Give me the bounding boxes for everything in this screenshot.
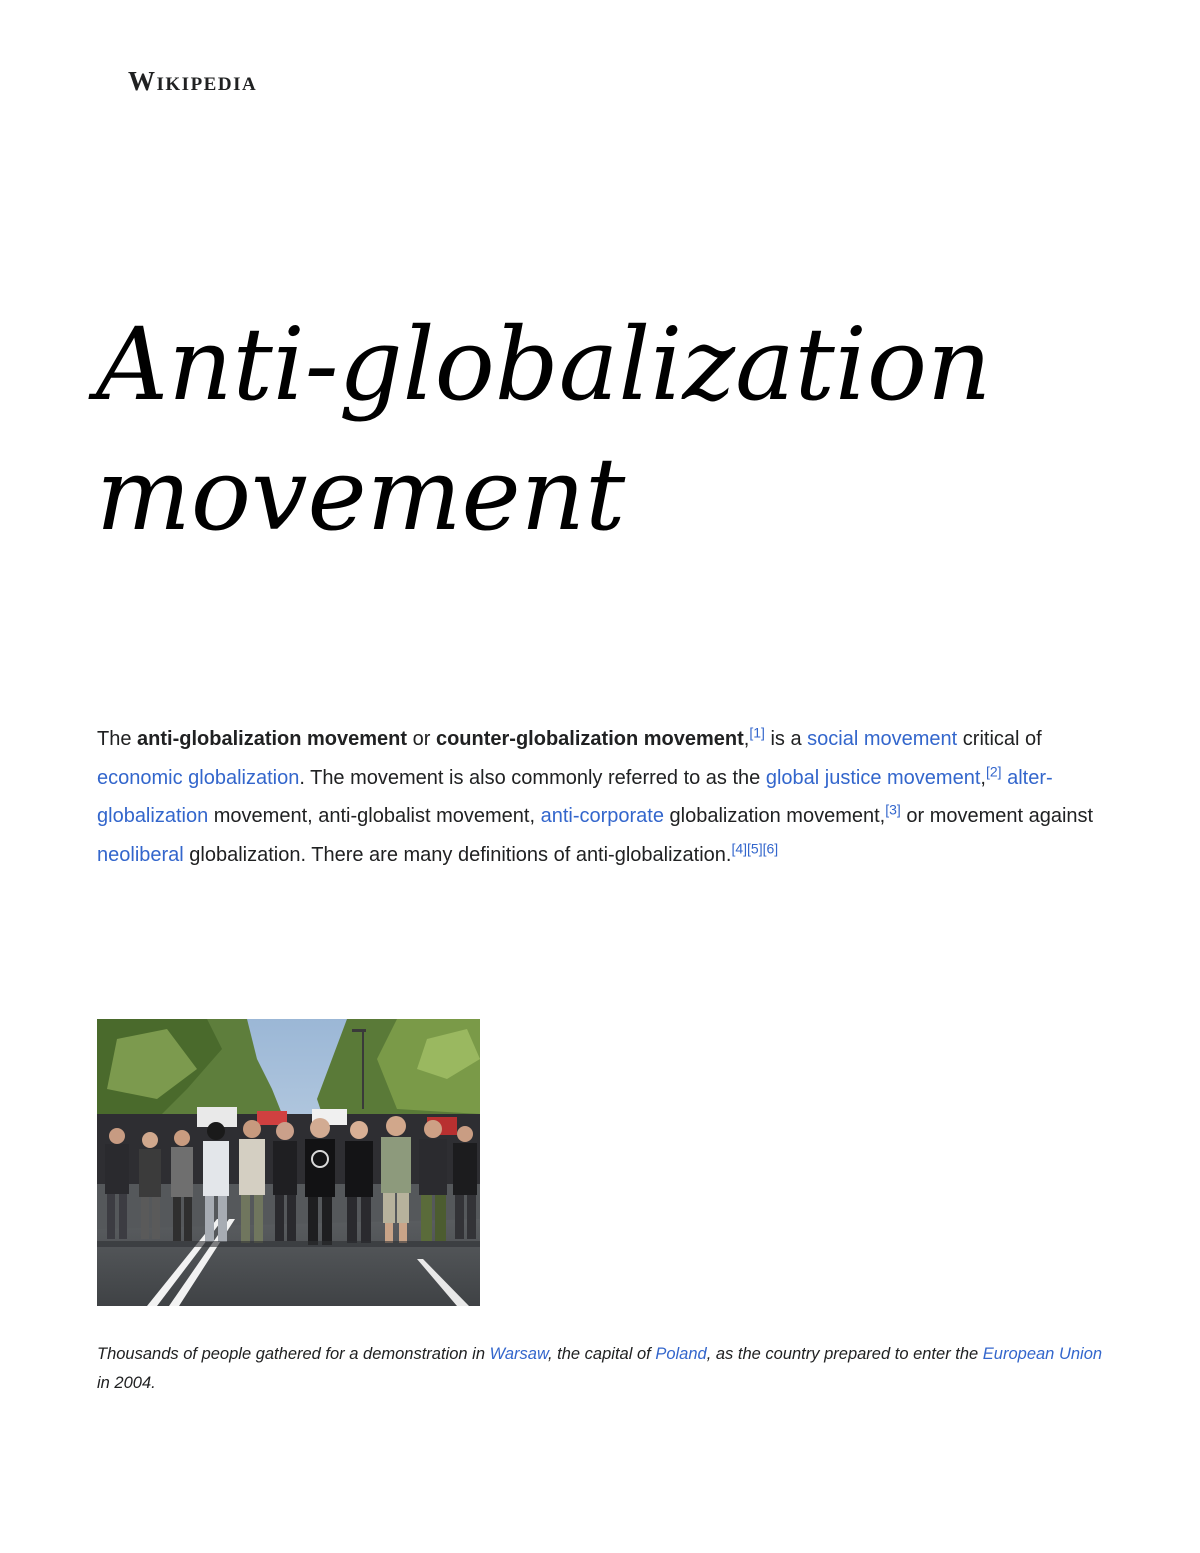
link-social-movement[interactable]: social movement: [807, 728, 958, 750]
image-caption: [97, 1340, 1107, 1398]
reference-link-4[interactable]: [4]: [731, 839, 748, 856]
link-global-justice-movement[interactable]: global justice movement: [765, 766, 981, 789]
bold-term-counter-globalization: counter-globalization movement: [435, 728, 744, 750]
lead-text: ,: [743, 728, 750, 750]
reference-1: [749, 724, 765, 740]
reference-link-6[interactable]: [6]: [762, 839, 779, 856]
bold-term-anti-globalization: anti-globalization movement: [137, 728, 408, 750]
link-anti-corporate[interactable]: anti-corporate: [540, 805, 664, 827]
lead-text: or movement against: [900, 805, 1094, 827]
title-line-1: Anti-globalization: [96, 306, 992, 423]
demonstration-photo[interactable]: [97, 1019, 480, 1306]
link-neoliberal[interactable]: neoliberal: [97, 843, 184, 866]
caption-text: in 2004.: [97, 1374, 156, 1392]
lead-paragraph: [97, 720, 1107, 874]
link-economic-globalization[interactable]: economic globalization: [97, 766, 300, 789]
reference-link-3[interactable]: [3]: [885, 801, 901, 818]
reference-4-5-6: [731, 840, 778, 856]
lead-text: ,: [980, 766, 986, 789]
lead-text: is a: [764, 728, 808, 750]
link-warsaw[interactable]: Warsaw: [489, 1345, 548, 1363]
caption-text: , as the country prepared to enter the: [706, 1345, 983, 1363]
link-european-union[interactable]: European Union: [982, 1345, 1103, 1363]
lead-text: The: [97, 728, 138, 750]
reference-link-2[interactable]: [2]: [985, 762, 1002, 779]
reference-link-5[interactable]: [5]: [747, 839, 763, 856]
lead-text: . The movement is also commonly referred to as the: [299, 766, 766, 789]
reference-link-1[interactable]: [1]: [749, 724, 765, 741]
lead-text: or: [407, 728, 436, 750]
caption-text: Thousands of people gathered for a demonstration in: [97, 1345, 490, 1363]
lead-text: critical of: [957, 728, 1042, 750]
lead-text: movement, anti-globalist movement,: [208, 805, 541, 827]
demonstration-photo-image: [97, 1019, 480, 1306]
page-title: [96, 300, 1096, 560]
reference-3: [885, 801, 901, 817]
link-poland[interactable]: Poland: [655, 1345, 707, 1363]
link-alter-globalization[interactable]: alter-globalization: [97, 766, 1053, 827]
wikipedia-logo[interactable]: Wikipedia: [128, 66, 258, 96]
caption-text: , the capital of: [547, 1345, 656, 1363]
lead-text: globalization movement,: [663, 805, 886, 827]
lead-text: globalization. There are many definitions of anti-globalization.: [183, 843, 732, 866]
reference-2: [986, 763, 1002, 779]
title-line-2: movement: [96, 436, 626, 553]
